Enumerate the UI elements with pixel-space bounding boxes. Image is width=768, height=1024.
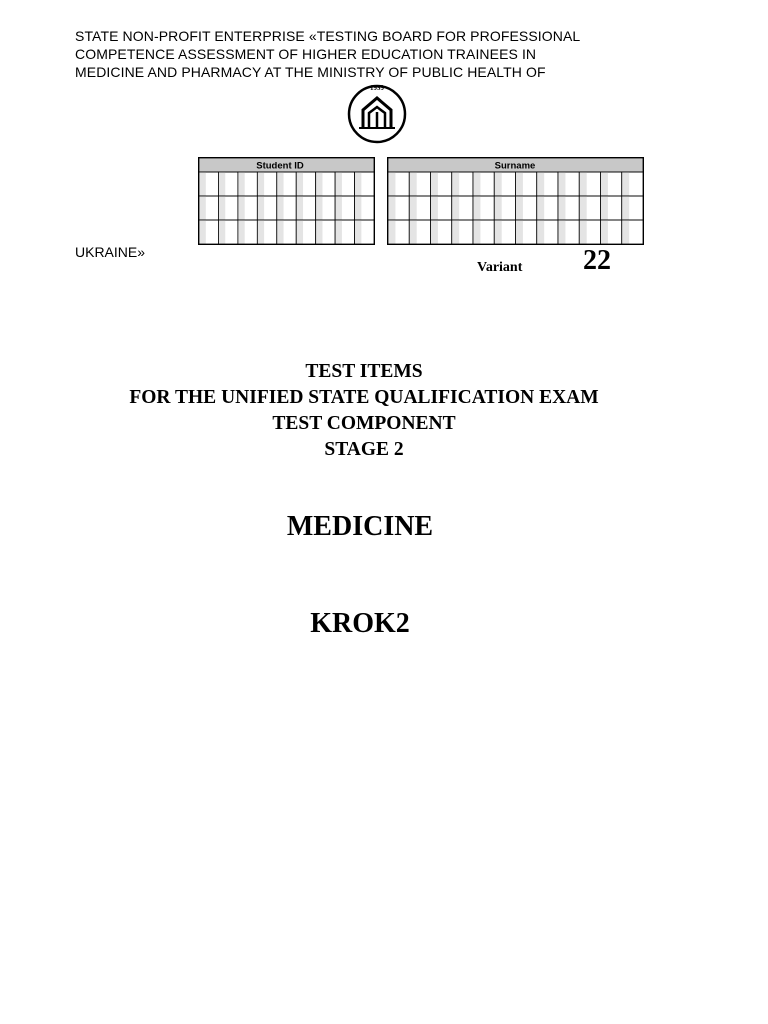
form-cell-shade: [516, 196, 523, 220]
form-cell-shade: [579, 196, 586, 220]
form-cell-shade: [199, 220, 206, 244]
form-cell-shade: [558, 220, 565, 244]
form-cell-shade: [388, 172, 395, 196]
form-cell-shade: [473, 220, 480, 244]
form-cell-shade: [296, 196, 303, 220]
form-cell-shade: [409, 172, 416, 196]
form-cell-shade: [452, 172, 459, 196]
form-cell-shade: [558, 196, 565, 220]
form-cell-shade: [494, 196, 501, 220]
form-cell-shade: [296, 172, 303, 196]
form-cell-shade: [452, 220, 459, 244]
form-cell-shade: [277, 220, 284, 244]
form-cell-shade: [473, 172, 480, 196]
title-line: STAGE 2: [324, 439, 404, 460]
form-cell-shade: [277, 196, 284, 220]
student-id-label: Student ID: [256, 160, 304, 172]
form-cell-shade: [277, 172, 284, 196]
header-line: MEDICINE AND PHARMACY AT THE MINISTRY OF PUBLIC HEALTH OF: [75, 64, 546, 80]
form-cell-shade: [601, 196, 608, 220]
form-cell-shade: [257, 172, 264, 196]
form-cell-shade: [601, 220, 608, 244]
form-cell-shade: [494, 220, 501, 244]
form-cell-shade: [199, 172, 206, 196]
form-cell-shade: [296, 220, 303, 244]
form-cell-shade: [537, 220, 544, 244]
form-cell-shade: [257, 220, 264, 244]
form-cell-shade: [537, 196, 544, 220]
form-cell-shade: [601, 172, 608, 196]
form-cell-shade: [622, 220, 629, 244]
form-cell-shade: [452, 196, 459, 220]
variant-number: 22: [583, 245, 611, 276]
form-cell-shade: [316, 172, 323, 196]
form-cell-shade: [558, 172, 565, 196]
form-cell-shade: [355, 220, 362, 244]
form-cell-shade: [409, 220, 416, 244]
form-cell-shade: [335, 220, 342, 244]
form-cell-shade: [257, 196, 264, 220]
surname-label: Surname: [494, 160, 536, 172]
form-cell-shade: [199, 196, 206, 220]
form-cell-shade: [218, 220, 225, 244]
title-line: TEST COMPONENT: [272, 413, 456, 434]
form-cell-shade: [516, 220, 523, 244]
document-title: [0, 359, 728, 463]
title-line: TEST ITEMS: [305, 361, 423, 382]
form-cell-shade: [537, 172, 544, 196]
form-cell-shade: [238, 196, 245, 220]
emblem-icon: [343, 80, 411, 146]
header-organization: [75, 27, 675, 81]
header-line: STATE NON-PROFIT ENTERPRISE «TESTING BOARD FOR PROFESSIONAL: [75, 28, 581, 44]
form-cell-shade: [622, 172, 629, 196]
form-cell-shade: [218, 172, 225, 196]
form-cell-shade: [335, 172, 342, 196]
form-cell-shade: [335, 196, 342, 220]
title-line: FOR THE UNIFIED STATE QUALIFICATION EXAM: [129, 387, 599, 408]
header-line: COMPETENCE ASSESSMENT OF HIGHER EDUCATION TRAINEES IN: [75, 46, 537, 62]
form-cell-shade: [316, 220, 323, 244]
form-cell-shade: [516, 172, 523, 196]
student-id-grid[interactable]: [198, 157, 375, 245]
form-cell-shade: [388, 220, 395, 244]
form-cell-shade: [316, 196, 323, 220]
subject-title: MEDICINE: [286, 511, 434, 542]
header-continuation: UKRAINE»: [75, 244, 146, 260]
surname-grid[interactable]: [387, 157, 644, 245]
form-cell-shade: [431, 220, 438, 244]
form-cell-shade: [579, 220, 586, 244]
form-cell-shade: [355, 196, 362, 220]
form-cell-shade: [622, 196, 629, 220]
form-cell-shade: [409, 196, 416, 220]
form-cell-shade: [355, 172, 362, 196]
form-cell-shade: [431, 196, 438, 220]
form-cell-shade: [388, 196, 395, 220]
variant-label: Variant: [477, 260, 523, 275]
form-cell-shade: [238, 172, 245, 196]
form-cell-shade: [473, 196, 480, 220]
exam-title: KROK2: [310, 608, 410, 639]
form-cell-shade: [431, 172, 438, 196]
form-cell-shade: [238, 220, 245, 244]
form-cell-shade: [494, 172, 501, 196]
logo-year: 1999: [370, 84, 384, 92]
form-cell-shade: [579, 172, 586, 196]
form-cell-shade: [218, 196, 225, 220]
